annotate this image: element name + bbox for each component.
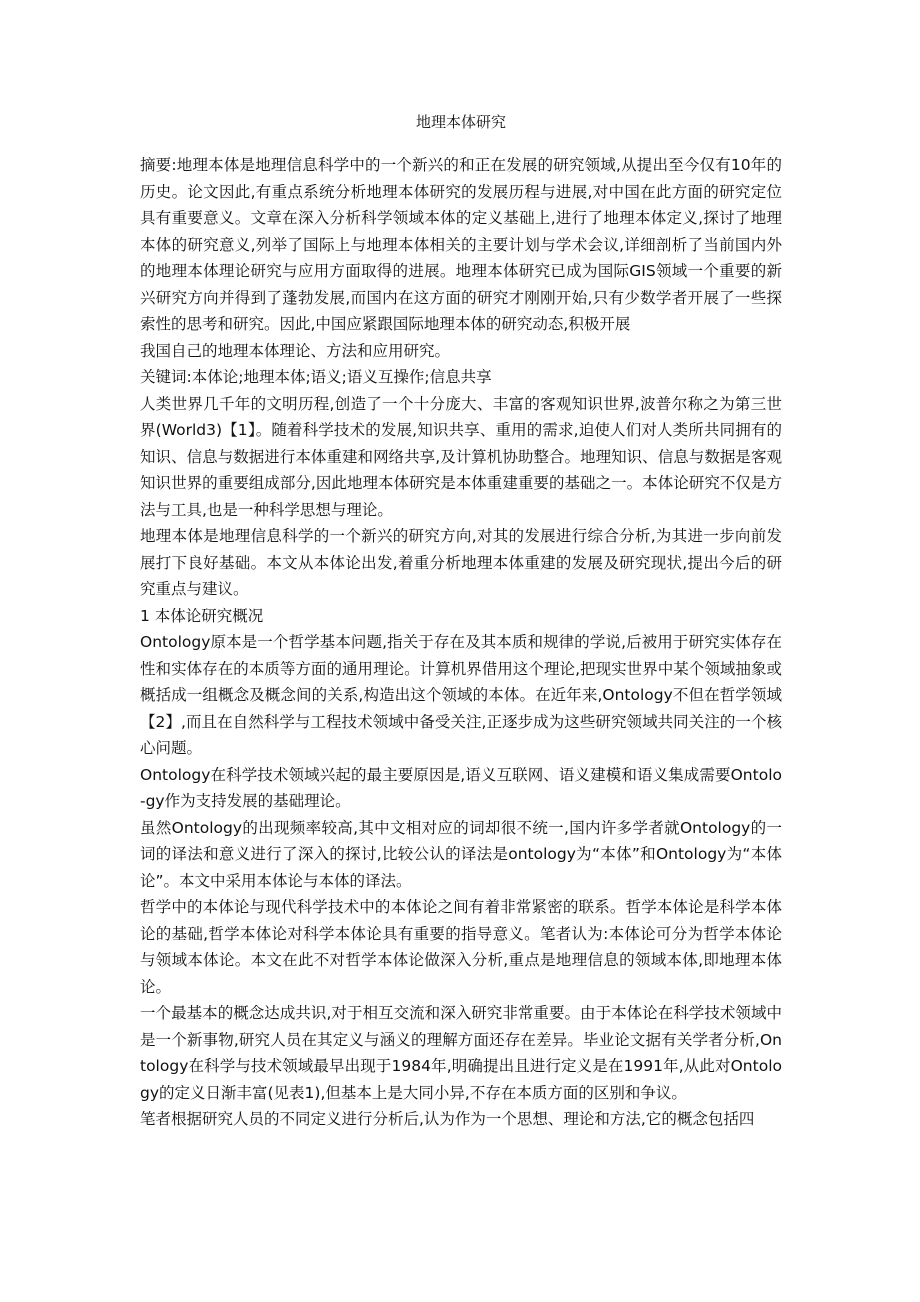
body-paragraph-1: 人类世界几千年的文明历程,创造了一个十分庞大、丰富的客观知识世界,波普尔称之为第三世界(World3)【1】。随着科学技术的发展,知识共享、重用的需求,迫使人们对人类所共同拥有的知识、信息与数据进行本体重建和网络共享,及计算机协助整合。地理知识、信息与数据是客观知识世界的重要组成部分,因此地理本体研究是本体重建重要的基础之一。本体论研究不仅是方法与工具,也是一种科学思想与理论。 [140, 394, 782, 519]
body-paragraph-3: Ontology原本是一个哲学基本问题,指关于存在及其本质和规律的学说,后被用于研究实体存在性和实体存在的本质等方面的通用理论。计算机界借用这个理论,把现实世界中某个领域抽象或概括成一组概念及概念间的关系,构造出这个领域的本体。在近年来,Ontology不但在哲学领域【2】,而且在自然科学与工程技术领域中备受关注,正逐步成为这些研究领域共同关注的一个核心问题。 [140, 633, 782, 757]
body-paragraph-2: 地理本体是地理信息科学的一个新兴的研究方向,对其的发展进行综合分析,为其进一步向前发展打下良好基础。本文从本体论出发,着重分析地理本体重建的发展及研究现状,提出今后的研究重点与建议。 [140, 527, 782, 598]
document-page [140, 112, 782, 1133]
body-paragraph-6: 哲学中的本体论与现代科学技术中的本体论之间有着非常紧密的联系。哲学本体论是科学本体论的基础,哲学本体论对科学本体论具有重要的指导意义。笔者认为:本体论可分为哲学本体论与领域本体论。本文在此不对哲学本体论做深入分析,重点是地理信息的领域本体,即地理本体论。 [140, 898, 782, 996]
abstract-tail-line: 我国自己的地理本体理论、方法和应用研究。 [140, 341, 451, 360]
document-title: 地理本体研究 [415, 113, 506, 131]
body-paragraph-5: 虽然Ontology的出现频率较高,其中文相对应的词却很不统一,国内许多学者就Ontology的一词的译法和意义进行了深入的探讨,比较公认的译法是ontology为“本体”和Ontology为“本体论”。本文中采用本体论与本体的译法。 [140, 818, 782, 890]
abstract-paragraph: 摘要:地理本体是地理信息科学中的一个新兴的和正在发展的研究领域,从提出至今仅有10年的历史。论文因此,有重点系统分析地理本体研究的发展历程与进展,对中国在此方面的研究定位具有重要意义。文章在深入分析科学领域本体的定义基础上,进行了地理本体定义,探讨了地理本体的研究意义,列举了国际上与地理本体相关的主要计划与学术会议,详细剖析了当前国内外的地理本体理论研究与应用方面取得的进展。地理本体研究已成为国际GIS领域一个重要的新兴研究方向并得到了蓬勃发展,而国内在这方面的研究才刚刚开始,只有少数学者开展了一些探索性的思考和研究。因此,中国应紧跟国际地理本体的研究动态,积极开展 [140, 156, 782, 333]
body-paragraph-7: 一个最基本的概念达成共识,对于相互交流和深入研究非常重要。由于本体论在科学技术领域中是一个新事物,研究人员在其定义与涵义的理解方面还存在差异。毕业论文据有关学者分析,Ontology在科学与技术领域最早出现于1984年,明确提出且进行定义是在1991年,从此对Ontology的定义日渐丰富(见表1),但基本上是大同小异,不存在本质方面的区别和争议。 [140, 1004, 782, 1102]
keywords-line: 关键词:本体论;地理本体;语义;语义互操作;信息共享 [140, 368, 492, 386]
body-paragraph-8: 笔者根据研究人员的不同定义进行分析后,认为作为一个思想、理论和方法,它的概念包括四 [140, 1110, 755, 1128]
body-paragraph-4: Ontology在科学技术领域兴起的最主要原因是,语义互联网、语义建模和语义集成需要Ontolo-gy作为支持发展的基础理论。 [140, 765, 782, 810]
section-heading-1: 1 本体论研究概况 [140, 606, 264, 625]
